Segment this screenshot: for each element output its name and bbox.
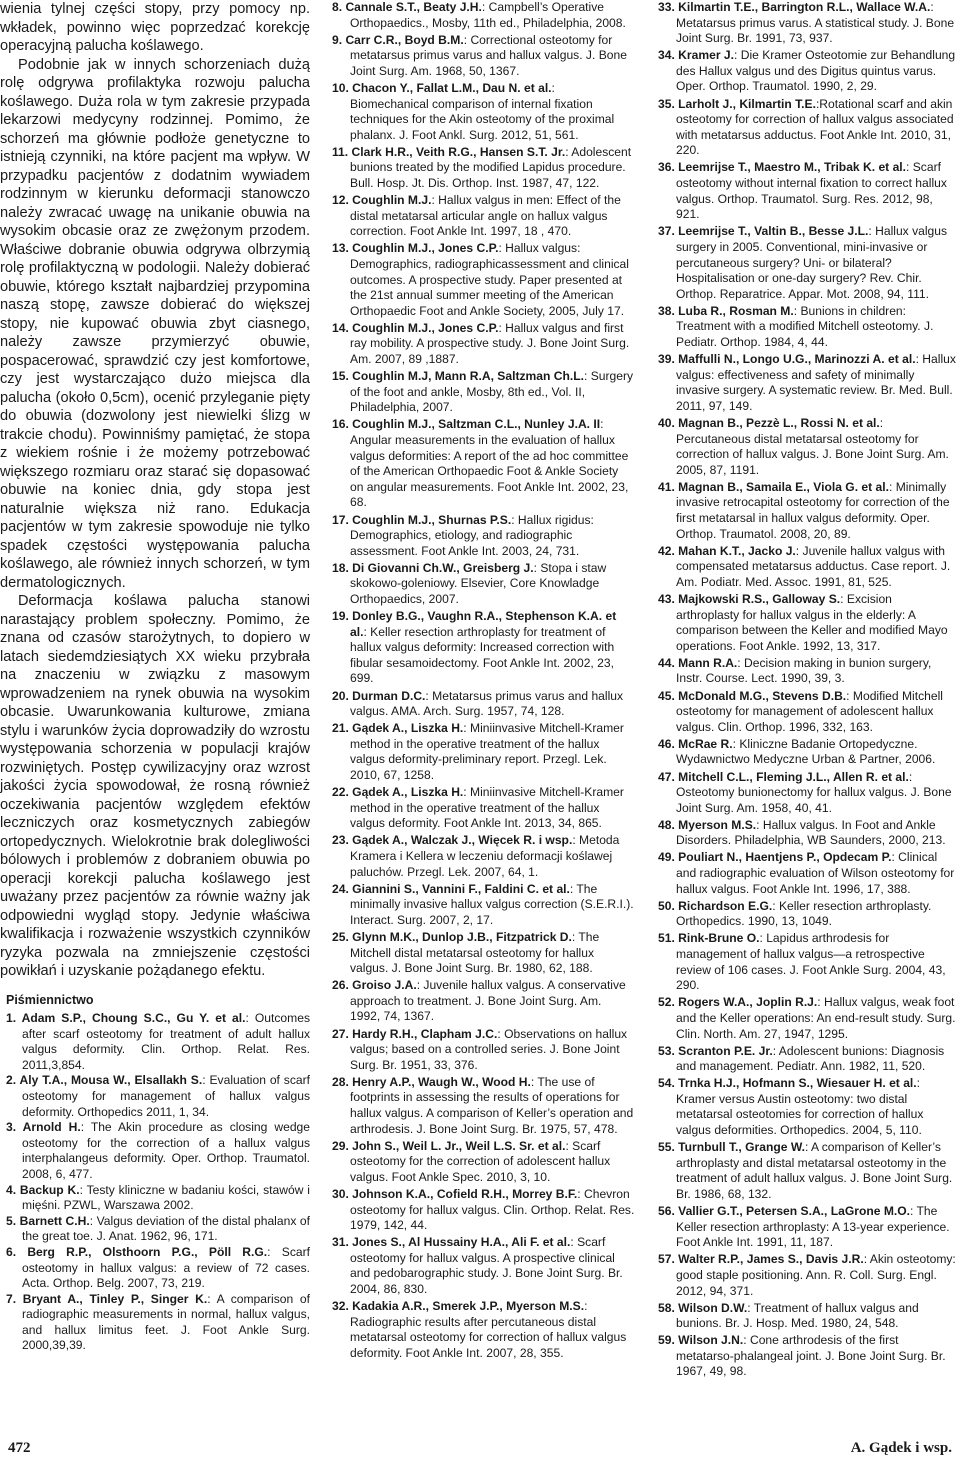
reference-authors: 54. Trnka H.J., Hofmann S., Wiesauer H. et al. bbox=[658, 1076, 917, 1091]
reference-details: : Scarf osteotomy in hallux valgus: a review of 72 cases. Acta. Orthop. Belg. 2007, 73, 219. bbox=[22, 1244, 310, 1291]
reference-item bbox=[652, 899, 958, 930]
reference-item bbox=[326, 241, 635, 319]
reference-item bbox=[652, 931, 958, 993]
reference-item bbox=[326, 721, 635, 783]
reference-details: : The Mitchell distal metatarsal osteotomy for hallux valgus. J. Bone Joint Surg. Br. 1980, 62, 188. bbox=[350, 929, 600, 976]
reference-item bbox=[652, 480, 958, 542]
reference-details: : Percutaneous distal metatarsal osteotomy for correction of hallux valgus. J. Bone Joint Surg. Am. 2005, 87, 1191. bbox=[676, 415, 949, 477]
reference-details: : Lapidus arthrodesis for management of hallux valgus—a retrospective review of 106 cases. J. Foot Ankle Surg. 2004, 43, 290. bbox=[676, 931, 946, 993]
reference-item bbox=[652, 995, 958, 1042]
reference-item bbox=[652, 1140, 958, 1202]
reference-authors: 27. Hardy R.H., Clapham J.C. bbox=[332, 1026, 498, 1041]
reference-authors: 59. Wilson J.N. bbox=[658, 1333, 744, 1348]
body-paragraph: Podobnie jak w innych schorzeniach dużą rolę odgrywa profilaktyka rozwoju palucha koślawego. Duża rola w tym zakresie przypada lekarzowi medycyny rodzinnej. Pomimo, że schorzeń ma głównie podłoże genetyczne to istnieją czynniki, na które pacjent ma wpływ. W przypadku pacjentów z dodatnim wywiadem rodzinnym w kierunku deformacji stanowczo należy zwracać uwagę na unikanie obuwia na wysokim obcasie oraz ze zwężonym przodem. Właściwe dobranie obuwia odgrywa olbrzymią rolę profilaktyczną w podologii. Należy dobierać obuwie, którego kształt najbardziej przypomina naszą stopę, zawsze dobierać do większej stopy, nie kupować obuwia zbyt ciasnego, należy zawsze przymierzyć obuwie, pospacerować, sprawdzić czy jest komfortowe, czy jest wystarczająco dużo miejsca dla palucha (około 0,5cm), ocenić przyleganie pięty do obuwia (dozwolony jest niewielki ślizg w trakcie chodu). Powinniśmy pamiętać, że stopa z wiekiem rośnie i że możemy potrzebować większego rozmiaru oraz starać się dopasować obuwie na koniec dnia, gdy stopa jest naturalnie większa niż rano. Edukacja pacjentów w tym zakresie spowoduje nie tylko spadek częstości występowania palucha koślawego, ale również innych schorzeń, w tym dermatologicznych. bbox=[0, 56, 310, 591]
reference-details: : Metatarsus primus varus and hallux valgus. AMA. Arch. Surg. 1957, 74, 128. bbox=[350, 688, 624, 719]
reference-details: : Decision making in bunion surgery, Instr. Course. Lect. 1990, 39, 3. bbox=[676, 655, 932, 686]
reference-authors: 33. Kilmartin T.E., Barrington R.L., Wallace W.A. bbox=[658, 0, 931, 14]
reference-authors: 31. Jones S., Al Hussainy H.A., Ali F. et al. bbox=[332, 1235, 571, 1250]
reference-details: : Evaluation of scarf osteotomy for management of hallux valgus deformity. Orthopedics 2011, 1, 34. bbox=[22, 1073, 311, 1119]
reference-item bbox=[652, 850, 958, 897]
reference-item bbox=[326, 689, 635, 720]
reference-item bbox=[326, 513, 635, 560]
reference-details: : Minimally invasive retrocapital osteotomy for correction of the first metatarsal in hallux valgus deformity. Oper. Orthop. Traumatol. 2008, 20, 89. bbox=[676, 479, 950, 541]
reference-authors: 38. Luba R., Rosman M. bbox=[658, 303, 794, 318]
reference-item bbox=[652, 1044, 958, 1075]
reference-item bbox=[326, 0, 635, 31]
reference-authors: 30. Johnson K.A., Cofield R.H., Morrey B.F. bbox=[332, 1186, 578, 1201]
body-paragraph: Deformacja koślawa palucha stanowi narastający problem społeczny. Pomimo, że znana od czasów starożytnych, to dopiero w latach siedemdziesiątych XX wieku przybrała na znaczeniu w związku z masowym wprowadzeniem na rynek obuwia na wysokim obcasie. Uwarunkowania kulturowe, zmiana stylu i warunków życia doprowadziły do wzrostu występowania schorzenia w populacji krajów rozwiniętych. Postęp cywilizacyjny oraz wzrost jakości życia spowodował, że rosną również oczekiwania pacjentów względem efektów leczniczych oraz kosmetycznych zabiegów ortopedycznych. Wielokrotnie brak dolegliwości bólowych i problemów z dobraniem obuwia po operacji korekcji palucha koślawego jest uważany przez pacjentów za równie ważny jak odpowiedni wygląd stopy. Jedynie właściwa kwalifikacja i rozważenie wszystkich czynników ryzyka pozwala na zmniejszenie częstości powikłań i uzyskanie pożądanego efektu. bbox=[0, 593, 310, 979]
reference-authors: 1. Adam S.P., Choung S.C., Gu Y. et al. bbox=[6, 1011, 246, 1025]
reference-item bbox=[652, 304, 958, 351]
reference-details: : Hallux valgus: Demographics, radiographicassessment and clinical outcomes. A prospective study. Paper presented at the 21st annual summer meeting of the American Orthopaedic Foot and Ankle Society, 2005, July 17. bbox=[350, 241, 629, 318]
reference-authors: 29. John S., Weil L. Jr., Weil L.S. Sr. et al. bbox=[332, 1138, 566, 1153]
reference-item bbox=[652, 1333, 958, 1380]
reference-details: : Campbell’s Operative Orthopaedics., Mosby, 11th ed., Philadelphia, 2008. bbox=[350, 0, 626, 30]
reference-details: : Metoda Kramera i Kellera w leczeniu deformacji koślawej paluchów. Przegl. Lek. 2007, 64, 1. bbox=[350, 833, 620, 879]
reference-authors: 40. Magnan B., Pezzè L., Rossi N. et al. bbox=[658, 415, 880, 430]
reference-item bbox=[326, 81, 635, 143]
reference-details: : A comparison of Keller’s arthroplasty and distal metatarsal osteotomy in the treatment of adult hallux valgus. J. Bone Joint Surg. Br. 1986, 68, 132. bbox=[676, 1140, 953, 1201]
reference-details: : Kliniczne Badanie Ortopedyczne. Wydawnictwo Medyczne Urban & Partner, 2006. bbox=[676, 736, 936, 767]
reference-item bbox=[0, 1183, 310, 1214]
reference-details: : Angular measurements in the evaluation of hallux valgus deformities: A report of the ad hoc committee of the American Orthopaedic Foot & Ankle Society on angular measurements. Foot Ankle Int. 2002, 23, 68. bbox=[350, 417, 629, 510]
reference-details: :Rotational scarf and akin osteotomy for correction of hallux valgus associated with metatarsus adductus. Foot Ankle Int. 2010, 31, 220. bbox=[676, 96, 954, 158]
reference-authors: 17. Coughlin M.J., Shurnas P.S. bbox=[332, 512, 512, 527]
reference-details: : Clinical and radiographic evaluation of Wilson osteotomy for hallux valgus. Foot Ankle Int. 1996, 17, 388. bbox=[676, 850, 955, 896]
page-number: 472 bbox=[8, 1440, 31, 1456]
reference-authors: 9. Carr C.R., Boyd B.M. bbox=[332, 32, 464, 47]
reference-item bbox=[0, 1245, 310, 1292]
reference-details: : Kramer versus Austin osteotomy: two distal metatarsal osteotomies for correction of hallux valgus deformities. Orthopedics. 2004, 5, 110. bbox=[676, 1076, 924, 1138]
reference-item bbox=[326, 1075, 635, 1137]
reference-item bbox=[652, 1301, 958, 1332]
column-1 bbox=[0, 0, 310, 1354]
reference-item bbox=[652, 544, 958, 591]
reference-details: : Modified Mitchell osteotomy for management of adolescent hallux valgus. Clin. Orthop. 1996, 332, 163. bbox=[676, 688, 943, 734]
reference-details: : Juvenile hallux valgus. A conservative approach to treatment. J. Bone Joint Surg. Am. 1992, 74, 1367. bbox=[350, 978, 626, 1024]
reference-authors: 15. Coughlin M.J, Mann R.A, Saltzman Ch.L. bbox=[332, 369, 584, 384]
reference-authors: 2. Aly T.A., Mousa W., Elsallakh S. bbox=[6, 1073, 203, 1088]
reference-item bbox=[652, 0, 958, 47]
reference-authors: 23. Gądek A., Walczak J., Więcek R. i wsp. bbox=[332, 833, 573, 848]
reference-authors: 57. Walter R.P., James S., Davis J.R. bbox=[658, 1252, 864, 1267]
reference-item bbox=[326, 417, 635, 511]
reference-details: : Observations on hallux valgus; based on a controlled series. J. Bone Joint Surg. Br. 1951, 33, 376. bbox=[350, 1026, 628, 1072]
reference-authors: 34. Kramer J. bbox=[658, 48, 734, 63]
references-list-3 bbox=[652, 0, 958, 1382]
reference-details: : Biomechanical comparison of internal fixation techniques for the Akin osteotomy of the proximal phalanx. J. Foot Ankl. Surg. 2012, 51, 561. bbox=[350, 80, 615, 142]
reference-details: : A comparison of radiographic measurements in normal, hallux valgus, and hallux limitus feet. J. Foot Ankle Surg. 2000,39,39. bbox=[22, 1291, 310, 1353]
reference-details: : Correctional osteotomy for metatarsus primus varus and hallux valgus. J. Bone Joint Surg. Am. 1968, 50, 1367. bbox=[350, 32, 627, 78]
reference-authors: 19. Donley B.G., Vaughn R.A., Stephenson K.A. et al. bbox=[332, 609, 617, 639]
reference-item bbox=[326, 609, 635, 687]
reference-authors: 55. Turnbull T., Grange W. bbox=[658, 1140, 805, 1155]
reference-details: : Treatment of hallux valgus and bunions. Br. J. Hosp. Med. 1980, 24, 548. bbox=[676, 1300, 919, 1331]
reference-authors: 7. Bryant A., Tinley P., Singer K. bbox=[6, 1291, 208, 1306]
reference-authors: 46. McRae R. bbox=[658, 736, 733, 751]
reference-details: : Keller resection arthroplasty for treatment of hallux valgus deformity: Increased correction with fibular sesamoidectomy. Foot Ankle Int. 2002, 23, 699. bbox=[350, 624, 615, 686]
reference-item bbox=[652, 592, 958, 654]
reference-details: : Juvenile hallux valgus with compensated metatarsus adductus. Case report. J. Am. Podiatr. Med. Assoc. 1991, 81, 525. bbox=[676, 543, 951, 589]
reference-details: : Adolescent bunions treated by the modified Lapidus procedure. Bull. Hosp. Jt. Dis. Orthop. Inst. 1987, 47, 122. bbox=[350, 144, 632, 191]
reference-authors: 37. Leemrijse T., Valtin B., Besse J.L. bbox=[658, 224, 869, 239]
reference-details: : Bunions in children: Treatment with a modified Mitchell osteotomy. J. Pediatr. Orthop. 1984, 4, 44. bbox=[676, 303, 934, 349]
reference-item bbox=[652, 818, 958, 849]
reference-authors: 4. Backup K. bbox=[6, 1182, 80, 1197]
reference-details: : Scarf osteotomy for hallux valgus. A prospective clinical and pedobarographic study. J. Bone Joint Surg. Br. 2004, 86, 830. bbox=[350, 1235, 623, 1296]
reference-details: : Akin osteotomy: good staple positioning. Ann. R. Coll. Surg. Engl. 2012, 94, 371. bbox=[676, 1252, 956, 1298]
reference-authors: 51. Rink-Brune O. bbox=[658, 931, 760, 946]
reference-details: : The Akin procedure as closing wedge osteotomy for the correction of a hallux valgus interphalangeus deformity. Oper. Orthop. Traumatol. 2008, 6, 477. bbox=[22, 1120, 310, 1181]
reference-authors: 5. Barnett C.H. bbox=[6, 1213, 90, 1228]
reference-authors: 52. Rogers W.A., Joplin R.J. bbox=[658, 995, 818, 1010]
reference-authors: 50. Richardson E.G. bbox=[658, 898, 773, 913]
reference-item bbox=[326, 33, 635, 80]
reference-authors: 28. Henry A.P., Waugh W., Wood H. bbox=[332, 1074, 531, 1089]
reference-authors: 14. Coughlin M.J., Jones C.P. bbox=[332, 320, 499, 335]
reference-authors: 22. Gądek A., Liszka H. bbox=[332, 785, 464, 800]
reference-details: : Hallux valgus and first ray mobility. A prospective study. J. Bone Joint Surg. Am. 2007, 89 ,1887. bbox=[350, 320, 630, 367]
reference-details: : Miniinvasive Mitchell-Kramer method in the operative treatment of the hallux valgus deformity. Foot Ankle Int. 2013, 34, 865. bbox=[350, 785, 624, 831]
reference-details: : Scarf osteotomy for the correction of adolescent hallux valgus. Foot Ankle Spec. 2010, 3, 10. bbox=[350, 1138, 611, 1184]
reference-item bbox=[652, 416, 958, 478]
reference-item bbox=[652, 1076, 958, 1138]
references-heading: Piśmiennictwo bbox=[6, 992, 94, 1007]
reference-item bbox=[326, 1027, 635, 1074]
reference-authors: 10. Chacon Y., Fallat L.M., Dau N. et al. bbox=[332, 80, 552, 95]
reference-item bbox=[326, 369, 635, 416]
reference-authors: 26. Groiso J.A. bbox=[332, 978, 417, 993]
reference-authors: 16. Coughlin M.J., Saltzman C.L., Nunley J.A. II bbox=[332, 417, 601, 432]
reference-item bbox=[326, 321, 635, 368]
reference-authors: 42. Mahan K.T., Jacko J. bbox=[658, 543, 796, 558]
reference-authors: 41. Magnan B., Samaila E., Viola G. et al. bbox=[658, 479, 889, 494]
references-list-2 bbox=[326, 0, 635, 1363]
reference-details: : Osteotomy bunionectomy for hallux valgus. J. Bone Joint Surg. Am. 1958, 40, 41. bbox=[676, 769, 952, 815]
reference-authors: 21. Gądek A., Liszka H. bbox=[332, 721, 464, 736]
reference-details: : Outcomes after scarf osteotomy for treatment of adult hallux valgus deformity. Clin. Orthop. Relat. Res. 2011,3,854. bbox=[22, 1011, 310, 1072]
reference-authors: 12. Coughlin M.J. bbox=[332, 193, 432, 208]
reference-authors: 8. Cannale S.T., Beaty J.H. bbox=[332, 0, 482, 14]
reference-authors: 35. Larholt J., Kilmartin T.E. bbox=[658, 96, 816, 111]
reference-item bbox=[652, 689, 958, 736]
reference-item bbox=[326, 833, 635, 880]
reference-details: : Chevron osteotomy for hallux valgus. Clin. Orthop. Relat. Res. 1979, 142, 44. bbox=[350, 1186, 635, 1233]
reference-item bbox=[326, 882, 635, 929]
reference-details: : Keller resection arthroplasty. Orthopedics. 1990, 13, 1049. bbox=[676, 898, 932, 929]
reference-authors: 32. Kadakia A.R., Smerek J.P., Myerson M.S. bbox=[332, 1299, 585, 1314]
reference-item bbox=[0, 1011, 310, 1073]
reference-details: : Surgery of the foot and ankle, Mosby, 8th ed., Vol. II, Philadelphia, 2007. bbox=[350, 369, 634, 415]
reference-item bbox=[652, 737, 958, 768]
reference-item bbox=[0, 1120, 310, 1182]
reference-item bbox=[326, 1187, 635, 1234]
reference-authors: 43. Majkowski R.S., Galloway S. bbox=[658, 591, 841, 606]
reference-details: : Excision arthroplasty for hallux valgus in the elderly: A comparison between the Keller and modified Mayo operations. Foot Ankle. 1992, 13, 317. bbox=[676, 591, 948, 653]
reference-item bbox=[326, 145, 635, 192]
reference-details: : Hallux valgus, weak foot and the Keller operations: An end-result study. Surg. Clin. North. Am. 27, 1947, 1295. bbox=[676, 995, 956, 1041]
reference-authors: 25. Glynn M.K., Dunlop J.B., Fitzpatrick D. bbox=[332, 929, 572, 944]
reference-authors: 44. Mann R.A. bbox=[658, 655, 738, 670]
reference-authors: 47. Mitchell C.L., Fleming J.L., Allen R. et al. bbox=[658, 769, 909, 784]
reference-details: : Hallux valgus surgery in 2005. Conventional, mini-invasive or percutaneous surgery? Uni- or bilateral? Hospitalisation or one-day surgery? Rev. Chir. Orthop. Reparatrice. Appar. Mot. 2008, 94, 111. bbox=[676, 224, 948, 301]
reference-authors: 18. Di Giovanni Ch.W., Greisberg J. bbox=[332, 560, 534, 575]
reference-authors: 49. Pouliart N., Haentjens P., Opdecam P. bbox=[658, 850, 892, 865]
reference-details: : Stopa i staw skokowo-goleniowy. Elsevier, Core Knowladge Orthopaedics, 2007. bbox=[350, 560, 607, 606]
body-paragraph: wienia tylnej części stopy, przy pomocy np. wkładek, powinno więc poprzedzać korekcję operacyjną palucha koślawego. bbox=[0, 1, 310, 54]
reference-authors: 58. Wilson D.W. bbox=[658, 1300, 748, 1315]
reference-details: : Hallux rigidus: Demographics, etiology, and radiographic assessment. Foot Ankle Int. 2003, 24, 731. bbox=[350, 512, 594, 558]
reference-item bbox=[326, 1139, 635, 1186]
reference-details: : Adolescent bunions: Diagnosis and management. Pediatr. Ann. 1982, 11, 520. bbox=[676, 1043, 945, 1074]
reference-details: : Testy kliniczne w badaniu kości, stawów i mięśni. PZWL, Warszawa 2002. bbox=[22, 1182, 310, 1213]
reference-item bbox=[326, 561, 635, 608]
reference-item bbox=[652, 352, 958, 414]
reference-details: : The use of footprints in assessing the results of operations for hallux valgus. A comparison of Keller’s operation and arthrodesis. J. Bone Joint Surg. Br. 1975, 57, 478. bbox=[350, 1074, 634, 1136]
reference-details: : Cone arthrodesis of the first metatarso-phalangeal joint. J. Bone Joint Surg. Br. 1967, 49, 98. bbox=[676, 1333, 946, 1379]
reference-authors: 45. McDonald M.G., Stevens D.B. bbox=[658, 688, 847, 703]
reference-authors: 56. Vallier G.T., Petersen S.A., LaGrone M.O. bbox=[658, 1204, 911, 1219]
reference-item bbox=[652, 160, 958, 222]
reference-authors: 3. Arnold H. bbox=[6, 1120, 81, 1135]
reference-item bbox=[652, 48, 958, 95]
reference-authors: 36. Leemrijse T., Maestro M., Tribak K. et al. bbox=[658, 160, 907, 175]
reference-item bbox=[652, 224, 958, 302]
reference-details: : Die Kramer Osteotomie zur Behandlung des Hallux valgus und des Digitus quintus varus. Oper. Orthop. Traumatol. 1990, 2, 29. bbox=[676, 48, 956, 94]
reference-details: : The minimally invasive hallux valgus correction (S.E.R.I.). Interact. Surg. 2007, 2, 17. bbox=[350, 881, 634, 927]
reference-details: : Miniinvasive Mitchell-Kramer method in the operative treatment of the hallux valgus deformity-preliminary report. Przegl. Lek. 2010, 67, 1258. bbox=[350, 721, 624, 782]
reference-item bbox=[0, 1292, 310, 1354]
reference-authors: 11. Clark H.R., Veith R.G., Hansen S.T. Jr. bbox=[332, 144, 566, 159]
reference-details: : Scarf osteotomy without internal fixation to correct hallux valgus. Orthop. Traumatol. Surg. Res. 2012, 98, 921. bbox=[676, 160, 947, 222]
reference-details: : The Keller resection arthroplasty: A 13-year experience. Foot Ankle Int. 1991, 11, 187. bbox=[676, 1204, 950, 1250]
reference-item bbox=[652, 656, 958, 687]
reference-item bbox=[326, 1235, 635, 1297]
reference-item bbox=[0, 1073, 310, 1120]
reference-authors: 20. Durman D.C. bbox=[332, 688, 426, 703]
reference-authors: 24. Giannini S., Vannini F., Faldini C. et al. bbox=[332, 881, 570, 896]
reference-authors: 53. Scranton P.E. Jr. bbox=[658, 1043, 773, 1058]
reference-item bbox=[326, 785, 635, 832]
reference-details: : Valgus deviation of the distal phalanx of the great toe. J. Anat. 1962, 96, 171. bbox=[22, 1213, 311, 1244]
reference-item bbox=[0, 1214, 310, 1245]
reference-details: : Hallux valgus in men: Effect of the distal metatarsal articular angle on hallux valgus correction. Foot Ankle Int. 1997, 18 , 470. bbox=[350, 193, 621, 239]
reference-authors: 48. Myerson M.S. bbox=[658, 817, 757, 832]
running-footer-authors: A. Gądek i wsp. bbox=[850, 1440, 952, 1456]
reference-item bbox=[326, 1299, 635, 1361]
references-list-1 bbox=[0, 1011, 310, 1354]
reference-authors: 6. Berg R.P., Olsthoorn P.G., Pöll R.G. bbox=[6, 1244, 268, 1259]
reference-item bbox=[326, 978, 635, 1025]
reference-item bbox=[326, 193, 635, 240]
reference-details: : Hallux valgus. In Foot and Ankle Disorders. Philadelphia, WB Saunders, 2000, 213. bbox=[676, 817, 946, 848]
reference-item bbox=[652, 1252, 958, 1299]
reference-item bbox=[652, 97, 958, 159]
reference-authors: 13. Coughlin M.J., Jones C.P. bbox=[332, 241, 499, 256]
reference-details: : Hallux valgus: effectiveness and safety of minimally invasive surgery. A systematic review. Br. Med. Bull. 2011, 97, 149. bbox=[676, 352, 956, 413]
reference-item bbox=[652, 770, 958, 817]
reference-authors: 39. Maffulli N., Longo U.G., Marinozzi A. et al. bbox=[658, 352, 916, 367]
reference-details: : Radiographic results after percutaneous distal metatarsal osteotomy for correction of hallux valgus deformity. Foot Ankle Int. 2007, 28, 355. bbox=[350, 1299, 627, 1360]
reference-item bbox=[326, 930, 635, 977]
reference-item bbox=[652, 1204, 958, 1251]
reference-details: : Metatarsus primus varus. A statistical study. J. Bone Joint Surg. Br. 1991, 73, 937. bbox=[676, 0, 955, 46]
